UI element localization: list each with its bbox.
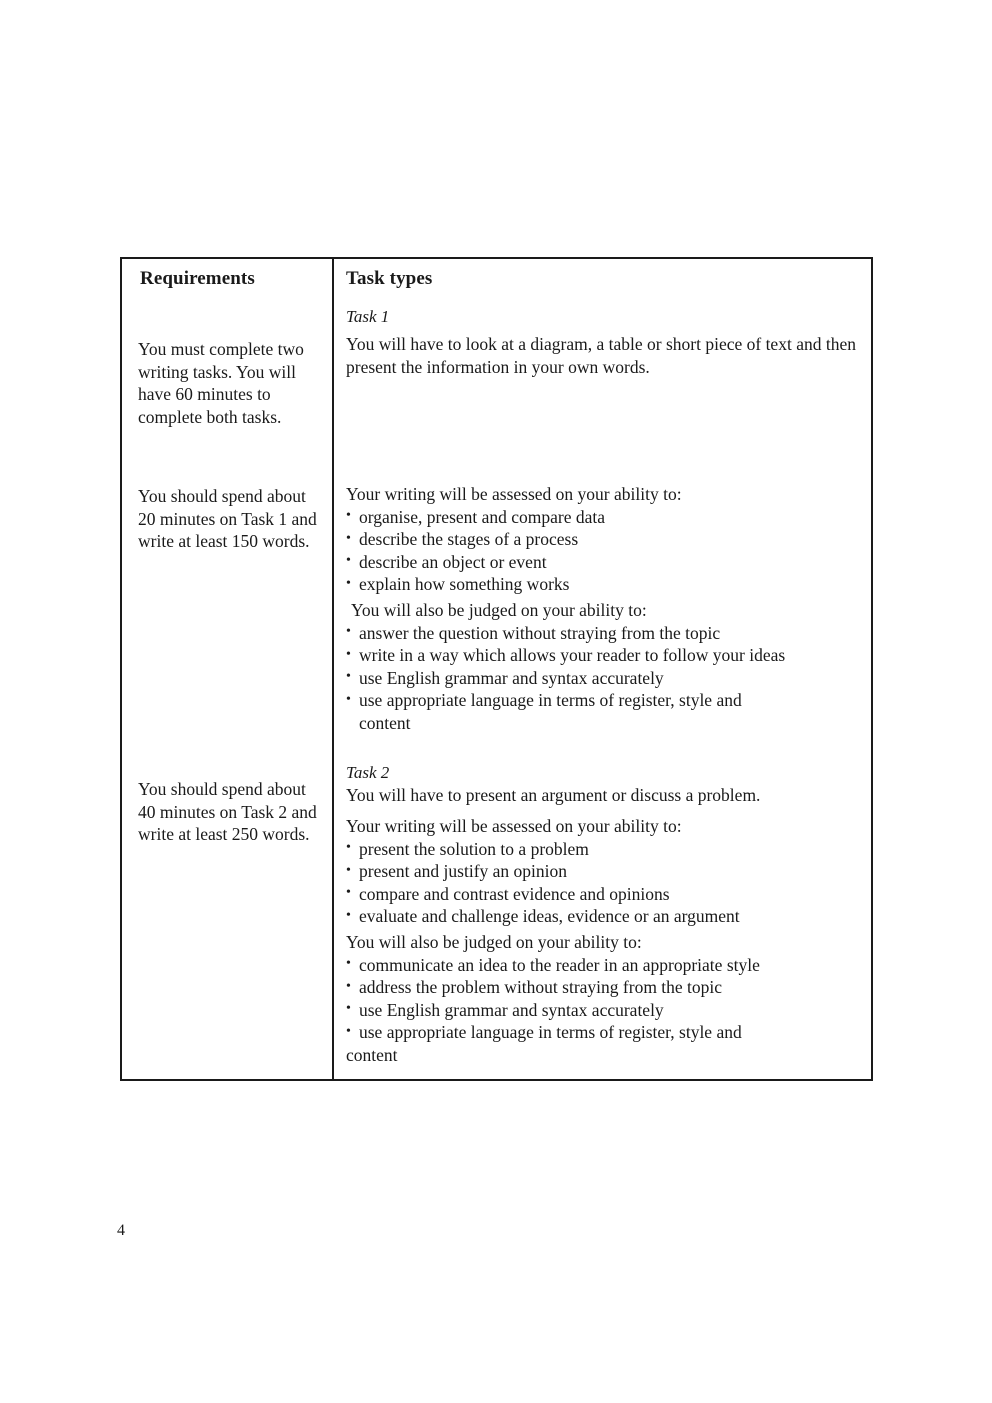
task-2-judged-continuation: content <box>346 1044 398 1065</box>
list-item: • describe the stages of a process <box>346 528 874 551</box>
list-item: • explain how something works <box>346 573 874 596</box>
task-2-assessed-list <box>346 838 874 928</box>
task-2-assessed-section <box>346 815 874 928</box>
list-item: • present and justify an opinion <box>346 860 874 883</box>
task-2-description: You will have to present an argument or discuss a problem. <box>346 785 761 805</box>
requirements-column-header: Requirements <box>140 268 255 289</box>
list-item: • answer the question without straying from the topic <box>346 622 874 645</box>
list-item: • address the problem without straying from the topic <box>346 976 874 999</box>
requirements-cell-1: You must complete two writing tasks. You will have 60 minutes to complete both tasks. <box>138 339 304 427</box>
task-types-column <box>334 259 871 1079</box>
task-1-assessed-lead: Your writing will be assessed on your ability to: <box>346 484 682 504</box>
task-types-column-header: Task types <box>346 268 433 289</box>
task-1-judged-lead: You will also be judged on your ability to: <box>351 600 647 620</box>
list-item: • present the solution to a problem <box>346 838 874 861</box>
task-2-judged-list <box>346 954 874 1044</box>
requirements-cell-2: You should spend about 20 minutes on Task 1 and write at least 150 words. <box>138 486 317 552</box>
task-2-label: Task 2 <box>346 763 390 782</box>
list-item: • write in a way which allows your reader to follow your ideas <box>346 644 874 667</box>
list-item: • use appropriate language in terms of register, style and <box>346 689 874 712</box>
page-number: 4 <box>117 1222 125 1239</box>
task-1-label: Task 1 <box>346 307 390 326</box>
list-item: • use appropriate language in terms of register, style and <box>346 1021 874 1044</box>
list-item: • communicate an idea to the reader in an appropriate style <box>346 954 874 977</box>
requirements-column <box>122 259 334 1079</box>
list-item: • compare and contrast evidence and opinions <box>346 883 874 906</box>
task-2-assessed-lead: Your writing will be assessed on your ability to: <box>346 816 682 836</box>
task-2-judged-section <box>346 931 874 1067</box>
list-item: • use English grammar and syntax accurately <box>346 999 874 1022</box>
list-item: • evaluate and challenge ideas, evidence or an argument <box>346 905 874 928</box>
task-1-judged-section <box>346 599 874 735</box>
task-1-description: You will have to look at a diagram, a table or short piece of text and then present the information in your own words. <box>346 334 856 377</box>
list-item: • use English grammar and syntax accurately <box>346 667 874 690</box>
task-1-judged-continuation: content <box>359 712 411 733</box>
task-1-assessed-section <box>346 483 874 596</box>
task-1-assessed-list <box>346 506 874 596</box>
requirements-cell-3: You should spend about 40 minutes on Task 2 and write at least 250 words. <box>138 779 317 845</box>
task-2-judged-lead: You will also be judged on your ability to: <box>346 932 642 952</box>
list-item: • describe an object or event <box>346 551 874 574</box>
requirements-task-types-table <box>120 257 873 1081</box>
task-1-judged-list <box>346 622 874 712</box>
list-item: • organise, present and compare data <box>346 506 874 529</box>
